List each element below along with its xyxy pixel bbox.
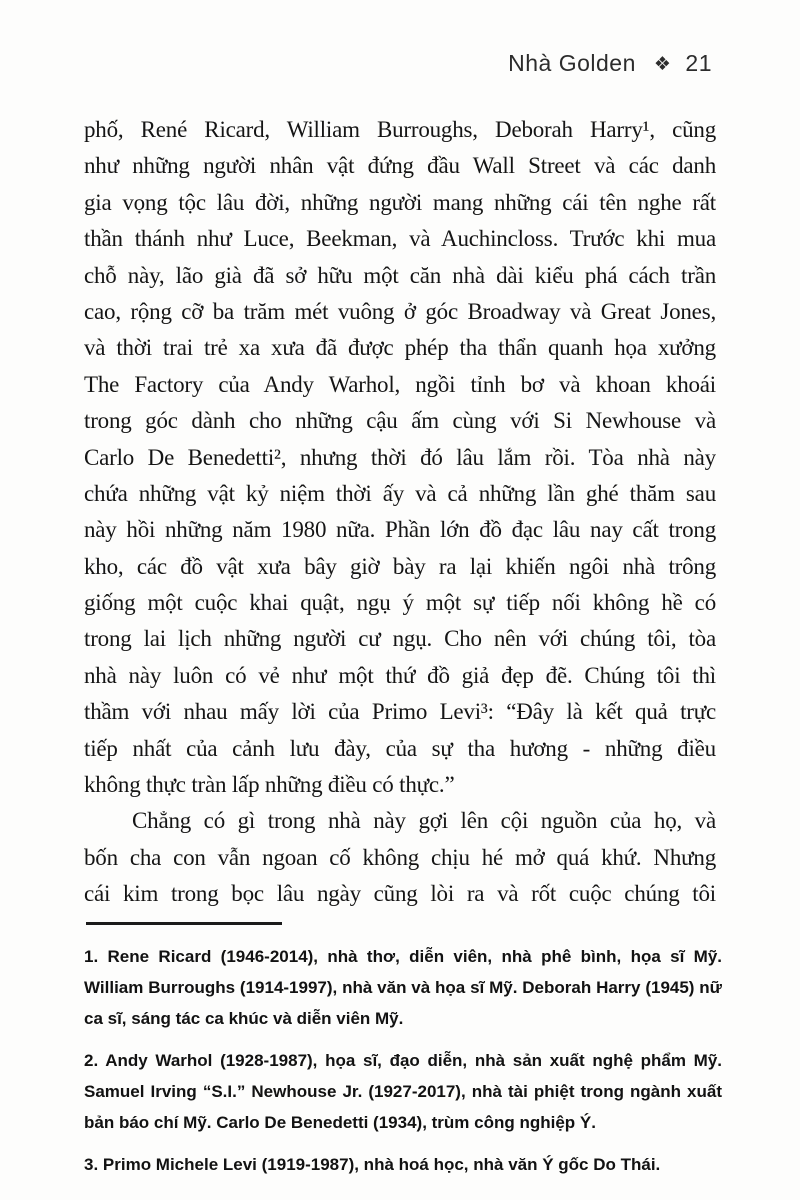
text-line: này hồi những năm 1980 nữa. Phần lớn đồ đạc lâu nay cất trong <box>84 517 716 543</box>
header-title: Nhà Golden <box>508 50 636 76</box>
diamond-ornament-icon: ❖ <box>653 53 672 75</box>
footnote-separator <box>86 922 282 925</box>
text-line: chứa những vật kỷ niệm thời ấy và cả những lần ghé thăm sau <box>84 480 716 506</box>
text-line: kho, các đồ vật xưa bây giờ bày ra lại khiến ngôi nhà trông <box>84 553 716 579</box>
footnotes-section <box>84 922 722 1191</box>
running-header <box>508 50 712 77</box>
text-line: The Factory của Andy Warhol, ngồi tỉnh bơ và khoan khoái <box>84 371 716 397</box>
text-line: như những người nhân vật đứng đầu Wall Street và các danh <box>84 153 716 179</box>
text-line: thần thánh như Luce, Beekman, và Auchincloss. Trước khi mua <box>84 226 716 252</box>
text-line: tiếp nhất của cảnh lưu đày, của sự tha hương - những điều <box>84 735 716 761</box>
text-line: chỗ này, lão già đã sở hữu một căn nhà dài kiểu phá cách trần <box>84 262 716 288</box>
text-line: giống một cuộc khai quật, ngụ ý một sự tiếp nối không hề có <box>84 590 716 616</box>
footnote-2: 2. Andy Warhol (1928-1987), họa sĩ, đạo diễn, nhà sản xuất nghệ phẩm Mỹ. Samuel Irving “S.I.” Newhouse Jr. (1927-2017), nhà tài phiệt trong ngành xuất bản báo chí Mỹ. Carlo De Benedetti (1934), trùm công nghiệp Ý. <box>84 1050 722 1132</box>
text-line: bốn cha con vẫn ngoan cố không chịu hé mở quá khứ. Nhưng <box>84 844 716 870</box>
body-text <box>84 112 716 913</box>
footnote-1: 1. Rene Ricard (1946-2014), nhà thơ, diễn viên, nhà phê bình, họa sĩ Mỹ. William Burroughs (1914-1997), nhà văn và họa sĩ Mỹ. Deborah Harry (1945) nữ ca sĩ, sáng tác ca khúc và diễn viên Mỹ. <box>84 946 722 1028</box>
text-line: gia vọng tộc lâu đời, những người mang những cái tên nghe rất <box>84 189 716 215</box>
page-number: 21 <box>685 50 712 76</box>
text-line: Carlo De Benedetti², nhưng thời đó lâu lắm rồi. Tòa nhà này <box>84 444 716 470</box>
text-line: cao, rộng cỡ ba trăm mét vuông ở góc Broadway và Great Jones, <box>84 298 716 324</box>
text-line: trong góc dành cho những cậu ấm cùng với Si Newhouse và <box>84 408 716 434</box>
text-line: Chẳng có gì trong nhà này gợi lên cội nguồn của họ, và <box>132 808 716 834</box>
text-line: và thời trai trẻ xa xưa đã được phép tha thẩn quanh họa xưởng <box>84 335 716 361</box>
text-line: trong lai lịch những người cư ngụ. Cho nên với chúng tôi, tòa <box>84 626 716 652</box>
text-line: thầm với nhau mấy lời của Primo Levi³: “Đây là kết quả trực <box>84 699 716 725</box>
text-line: nhà này luôn có vẻ như một thứ đồ giả đẹp đẽ. Chúng tôi thì <box>84 662 716 688</box>
text-line: phố, René Ricard, William Burroughs, Deborah Harry¹, cũng <box>84 117 716 142</box>
text-line: cái kim trong bọc lâu ngày cũng lòi ra và rốt cuộc chúng tôi <box>84 881 716 907</box>
text-line: không thực tràn lấp những điều có thực.” <box>84 772 455 798</box>
footnote-3: 3. Primo Michele Levi (1919-1987), nhà hoá học, nhà văn Ý gốc Do Thái. <box>84 1154 661 1174</box>
